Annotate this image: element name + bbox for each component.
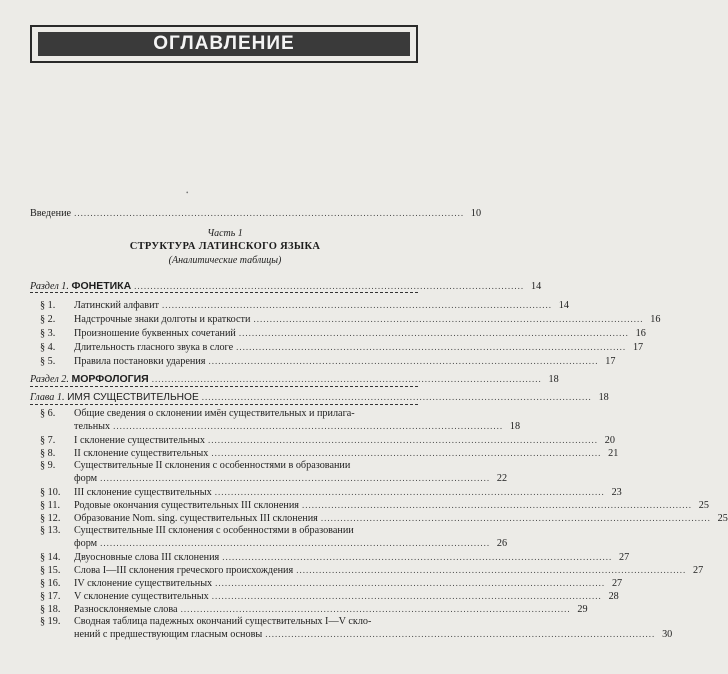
entry-number: § 7. [40, 435, 56, 446]
toc-chapter-noun[interactable] [30, 391, 609, 404]
entry-page: 23 [611, 487, 622, 498]
entry-page: 28 [608, 591, 619, 602]
dashed-divider [30, 404, 418, 405]
leader-dots: ........................................................................................................................ [151, 374, 542, 384]
title-frame [30, 25, 418, 63]
entry-page: 16 [635, 328, 646, 339]
leader-dots: ........................................................................................................................ [74, 208, 465, 218]
entry-label-line2-row [74, 472, 508, 485]
entry-number: § 14. [40, 552, 61, 563]
toc-entry-p3[interactable] [40, 327, 646, 340]
entry-label-line2: форм [74, 538, 98, 549]
entry-number: § 11. [40, 500, 60, 511]
entry-label: Родовые окончания существительных III склонения [74, 500, 299, 511]
entry-page: 27 [619, 552, 630, 563]
entry-label: Слова I—III склонения греческого происхождения [74, 565, 294, 576]
entry-label-line1: Существительные III склонения с особенностями в образовании [74, 525, 354, 536]
toc-entry-p15[interactable] [40, 564, 704, 577]
entry-number: § 10. [40, 487, 61, 498]
entry-label: Длительность гласного звука в слоге [74, 342, 234, 353]
entry-label: Образование Nom. sing. существительных III склонения [74, 513, 318, 524]
entry-page: 17 [632, 342, 644, 353]
section-name: МОРФОЛОГИЯ [71, 373, 149, 385]
toc-entry-p1[interactable] [40, 299, 569, 312]
toc-entry-p4[interactable] [40, 341, 644, 354]
entry-page: 18 [548, 374, 559, 385]
part-subtitle: (Аналитические таблицы) [168, 255, 282, 266]
leader-dots: ........................................................................................................................ [238, 328, 629, 338]
entry-number: § 3. [40, 328, 56, 339]
toc-entry-p9[interactable] [40, 460, 508, 485]
entry-page: 22 [496, 473, 508, 484]
entry-number: § 17. [40, 591, 61, 602]
entry-label-line1: Сводная таблица падежных окончаний существительных I—V скло- [74, 616, 372, 627]
entry-label: Надстрочные знаки долготы и краткости [74, 314, 251, 325]
entry-label: I склонение существительных [74, 435, 205, 446]
entry-number: § 8. [40, 448, 56, 459]
toc-entry-p8[interactable] [40, 447, 619, 460]
entry-page: 26 [496, 538, 508, 549]
entry-label-line2: форм [74, 473, 98, 484]
leader-dots: ........................................................................................................................ [208, 356, 599, 366]
toc-entry-p17[interactable] [40, 590, 619, 603]
toc-entry-p11[interactable] [40, 499, 709, 512]
entry-page: 21 [608, 448, 619, 459]
entry-number: § 16. [40, 578, 61, 589]
leader-dots: ........................................................................................................................ [180, 604, 571, 614]
dashed-divider [30, 292, 418, 293]
chapter-prefix: Глава 1. [30, 392, 65, 403]
entry-label-line2-row [74, 628, 673, 641]
leader-dots: ........................................................................................................................ [161, 300, 552, 310]
leader-dots: ........................................................................................................................ [100, 473, 491, 483]
entry-label: Введение [30, 208, 72, 219]
leader-dots: ........................................................................................................................ [265, 629, 656, 639]
entry-page: 16 [650, 314, 661, 325]
toc-entry-p10[interactable] [40, 486, 622, 499]
entry-label-line2: тельных [74, 421, 111, 432]
toc-entry-p6[interactable] [40, 408, 521, 433]
entry-page: 27 [693, 565, 704, 576]
entry-label: Произношение буквенных сочетаний [74, 328, 236, 339]
toc-entry-p19[interactable] [40, 616, 673, 641]
entry-page: 18 [598, 392, 609, 403]
entry-page: 20 [604, 435, 615, 446]
entry-page: 18 [509, 421, 521, 432]
leader-dots: ........................................................................................................................ [320, 513, 711, 523]
entry-page: 27 [611, 578, 623, 589]
entry-number: § 12. [40, 513, 61, 524]
entry-number: § 1. [40, 300, 56, 311]
leader-dots: ........................................................................................................................ [301, 500, 692, 510]
entry-page: 30 [662, 629, 673, 640]
entry-label: Разносклоняемые слова [74, 604, 178, 615]
entry-number: § 18. [40, 604, 61, 615]
section-prefix: Раздел 1. [30, 281, 69, 292]
entry-label-line2-row [74, 537, 508, 550]
entry-number: § 19. [40, 616, 61, 627]
entry-number: § 4. [40, 342, 56, 353]
entry-label: IV склонение существительных [74, 578, 213, 589]
entry-number: § 15. [40, 565, 61, 576]
entry-number: § 2. [40, 314, 56, 325]
leader-dots: ........................................................................................................................ [100, 538, 491, 548]
section-prefix: Раздел 2. [30, 374, 69, 385]
toc-entry-p5[interactable] [40, 355, 616, 368]
toc-entry-p18[interactable] [40, 603, 588, 616]
entry-page: 14 [558, 300, 569, 311]
toc-entry-intro[interactable] [30, 207, 482, 220]
section-name: ФОНЕТИКА [71, 280, 132, 292]
entry-label: II склонение существительных [74, 448, 209, 459]
toc-entry-p14[interactable] [40, 551, 630, 564]
leader-dots: ........................................................................................................................ [214, 487, 605, 497]
entry-label: Латинский алфавит [74, 300, 159, 311]
entry-page: 17 [605, 356, 616, 367]
entry-page: 10 [470, 208, 482, 219]
entry-number: § 6. [40, 408, 56, 419]
part-title: СТРУКТУРА ЛАТИНСКОГО ЯЗЫКА [129, 241, 321, 252]
entry-label: V склонение существительных [74, 591, 209, 602]
leader-dots: ........................................................................................................................ [211, 448, 602, 458]
dashed-divider [30, 386, 418, 387]
part-label: Часть 1 [207, 228, 243, 239]
toc-entry-p12[interactable] [40, 512, 728, 525]
entry-page: 25 [717, 513, 728, 524]
entry-page: 14 [530, 281, 542, 292]
entry-page: 29 [577, 604, 588, 615]
toc-entry-p7[interactable] [40, 434, 615, 447]
entry-label-line2-row [74, 420, 521, 433]
entry-page: 25 [698, 500, 709, 511]
toc-entry-p16[interactable] [40, 577, 623, 590]
leader-dots: ........................................................................................................................ [134, 281, 525, 291]
chapter-name: ИМЯ СУЩЕСТВИТЕЛЬНОЕ [67, 392, 199, 403]
leader-dots: ........................................................................................................................ [113, 421, 504, 431]
leader-dots: ........................................................................................................................ [296, 565, 687, 575]
page-title: ОГЛАВЛЕНИЕ [38, 32, 410, 56]
leader-dots: ........................................................................................................................ [236, 342, 627, 352]
entry-number: § 9. [40, 460, 56, 471]
entry-label: III склонение существительных [74, 487, 212, 498]
entry-number: § 13. [40, 525, 61, 536]
entry-label-line1: Общие сведения о склонении имён существительных и прилага- [74, 408, 355, 419]
printer-dot: • [186, 189, 189, 197]
leader-dots: ........................................................................................................................ [207, 435, 598, 445]
entry-label: Двуосновные слова III склонения [74, 552, 220, 563]
toc-entry-p13[interactable] [40, 525, 508, 550]
entry-label: Правила постановки ударения [74, 356, 206, 367]
entry-number: § 5. [40, 356, 56, 367]
leader-dots: ........................................................................................................................ [222, 552, 613, 562]
toc-entry-p2[interactable] [40, 313, 661, 326]
leader-dots: ........................................................................................................................ [253, 314, 644, 324]
leader-dots: ........................................................................................................................ [201, 392, 592, 402]
leader-dots: ........................................................................................................................ [211, 591, 602, 601]
leader-dots: ........................................................................................................................ [215, 578, 606, 588]
toc-section-morphology[interactable] [30, 373, 559, 386]
entry-label-line1: Существительные II склонения с особенностями в образовании [74, 460, 351, 471]
entry-label-line2: нений с предшествующим гласным основы [74, 629, 263, 640]
